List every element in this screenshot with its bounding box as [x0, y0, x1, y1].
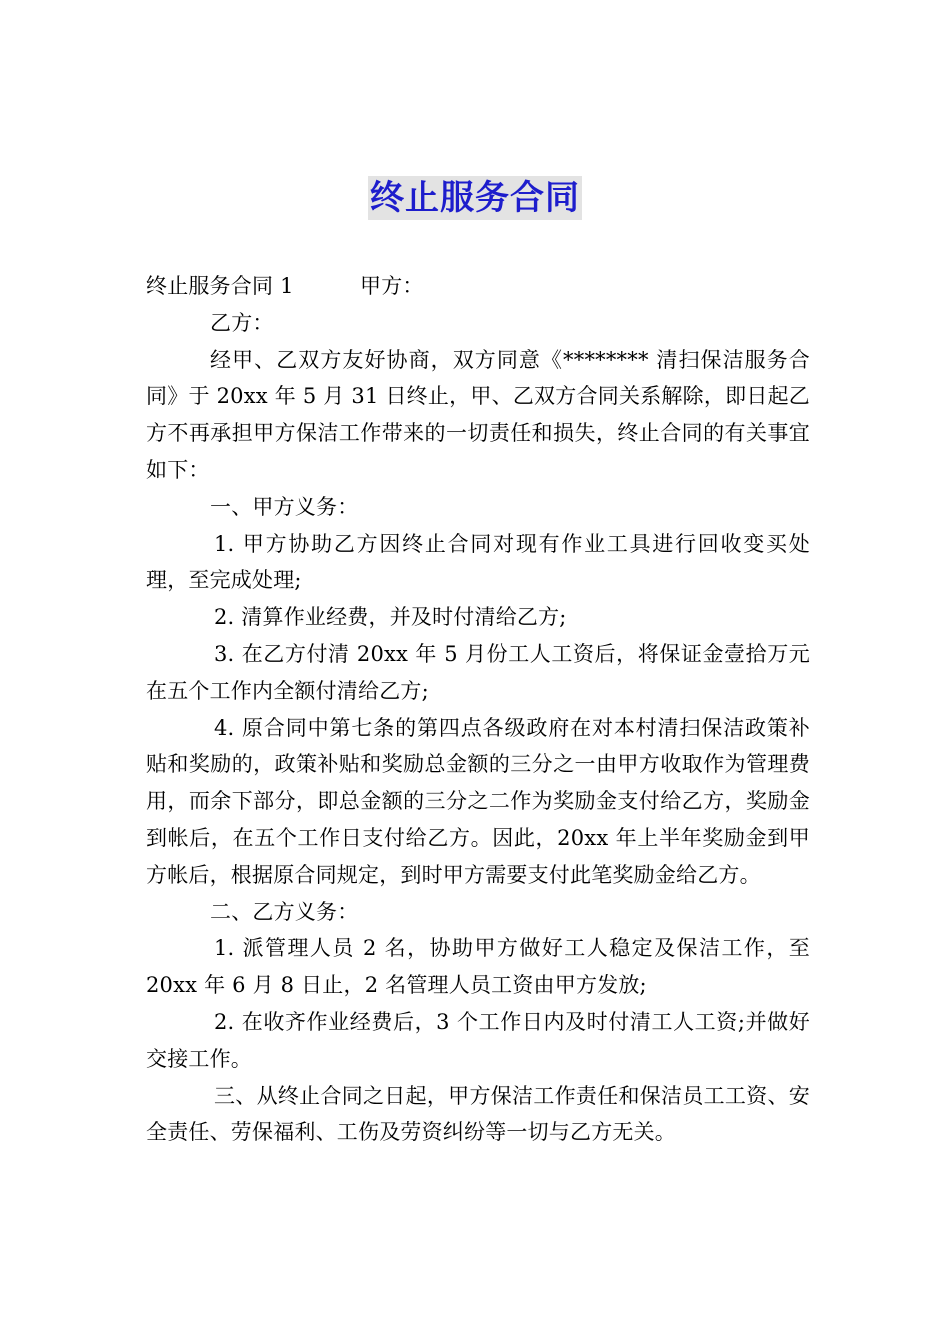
section2-heading: 二、乙方义务： [210, 899, 359, 924]
document-title: 终止服务合同 [370, 178, 580, 218]
title-container [0, 176, 950, 220]
intro-paragraph: 经甲、乙双方友好协商，双方同意《******** 清扫保洁服务合同》于 20xx 年 5 月 31 日终止，甲、乙双方合同关系解除，即日起乙方不再承担甲方保洁工作带来的一切责任和损失，终止合同的有关事宜如下： [146, 347, 810, 482]
party-b-label: 乙方： [210, 310, 274, 335]
section1-item-4: 4. 原合同中第七条的第四点各级政府在对本村清扫保洁政策补贴和奖励的，政策补贴和奖励总金额的三分之一由甲方收取作为管理费用，而余下部分，即总金额的三分之二作为奖励金支付给乙方，奖励金到帐后，在五个工作日支付给乙方。因此，20xx 年上半年奖励金到甲方帐后，根据原合同规定，到时甲方需要支付此笔奖励金给乙方。 [146, 715, 810, 887]
header-line [146, 268, 810, 305]
section1-heading: 一、甲方义务： [210, 494, 359, 519]
section2-item-1: 1. 派管理人员 2 名，协助甲方做好工人稳定及保洁工作，至 20xx 年 6 月 8 日止，2 名管理人员工资由甲方发放; [146, 936, 810, 998]
document-body [146, 268, 810, 1151]
contract-number-label: 终止服务合同 1 [146, 274, 294, 298]
section2-item-2: 2. 在收齐作业经费后，3 个工作日内及时付清工人工资;并做好交接工作。 [146, 1009, 810, 1071]
section1-item-3: 3. 在乙方付清 20xx 年 5 月份工人工资后，将保证金壹拾万元在五个工作内全额付清给乙方; [146, 641, 810, 703]
section1-item-1: 1. 甲方协助乙方因终止合同对现有作业工具进行回收变买处理，至完成处理; [146, 531, 810, 593]
section3-paragraph: 三、从终止合同之日起，甲方保洁工作责任和保洁员工工资、安全责任、劳保福利、工伤及劳资纠纷等一切与乙方无关。 [146, 1083, 810, 1145]
section1-item-2: 2. 清算作业经费，并及时付清给乙方; [214, 605, 567, 630]
party-a-label: 甲方： [360, 274, 424, 298]
